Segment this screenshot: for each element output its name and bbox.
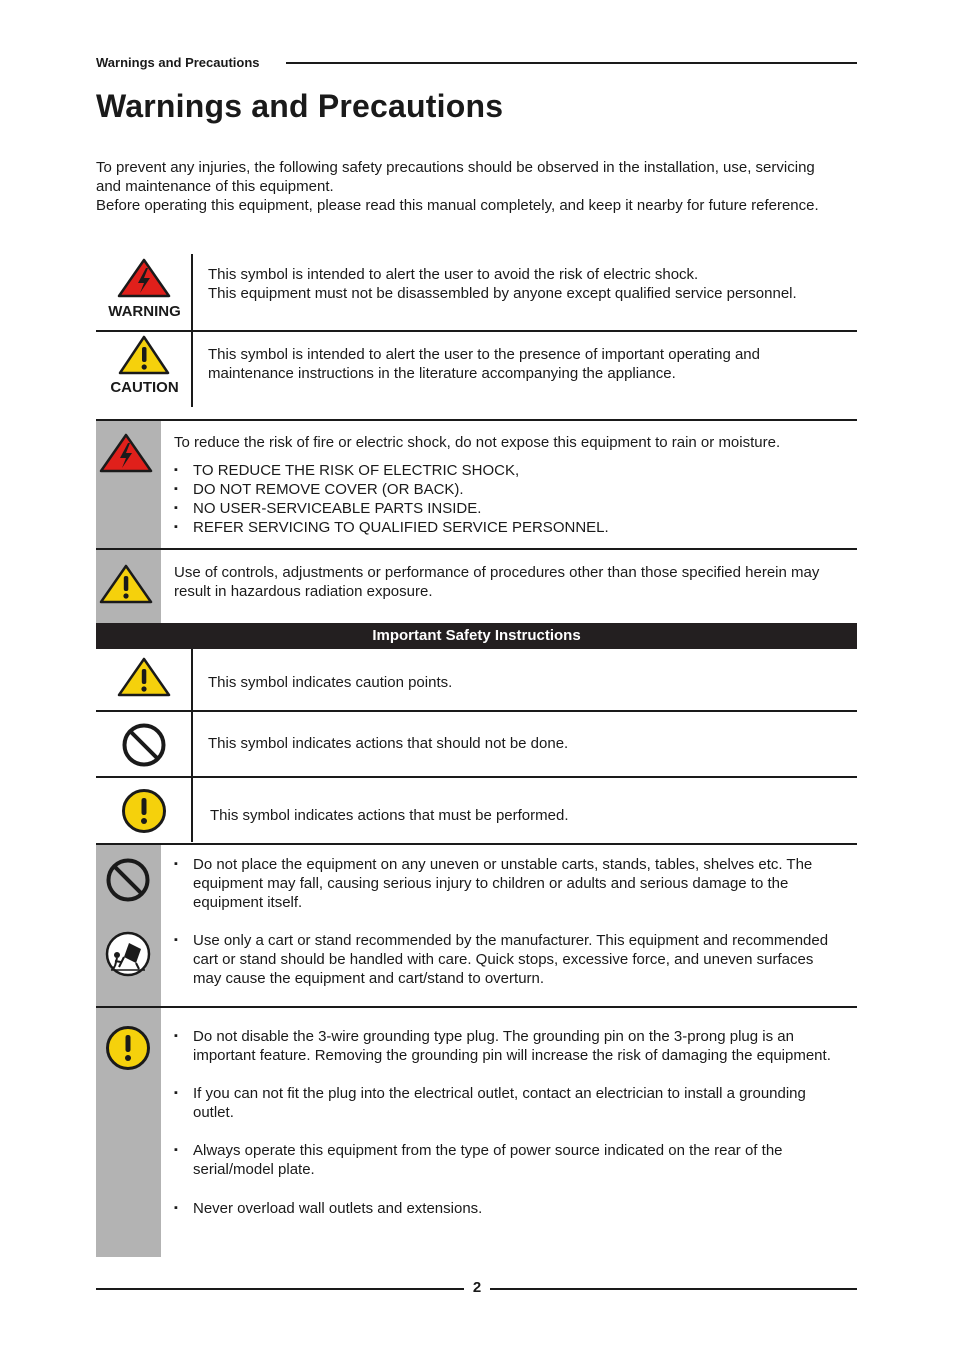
caution-label: CAUTION xyxy=(110,379,179,396)
header-rule xyxy=(286,62,857,64)
list-item: ▪ Never overload wall outlets and extensions. xyxy=(174,1199,846,1218)
warning-line-2: This equipment must not be disassembled by anyone except qualified service personnel. xyxy=(208,285,797,302)
footer-rule-right xyxy=(490,1288,857,1290)
legend-divider xyxy=(191,712,193,776)
list-item: ▪ DO NOT REMOVE COVER (OR BACK). xyxy=(174,480,844,499)
section-heading: Important Safety Instructions xyxy=(96,623,857,649)
page-title: Warnings and Precautions xyxy=(96,88,504,124)
caution-description: This symbol is intended to alert the user to the presence of important operating and maintenance instructions in the literature accompanying the appliance. xyxy=(208,346,760,382)
caution-exclamation-icon xyxy=(117,657,171,697)
legend-divider xyxy=(191,649,193,710)
legend-caution-text: This symbol indicates caution points. xyxy=(208,674,453,691)
mandatory-action-icon xyxy=(121,788,167,834)
list-item: ▪ If you can not fit the plug into the electrical outlet, contact an electrician to install a grounding outlet. xyxy=(174,1084,846,1122)
divider xyxy=(96,1006,857,1008)
intro-paragraph-2: Before operating this equipment, please read this manual completely, and keep it nearby for future reference. xyxy=(96,197,819,214)
prohibition-icon xyxy=(105,857,151,903)
warning-line-1: This symbol is intended to alert the user to avoid the risk of electric shock. xyxy=(208,266,699,283)
list-item: ▪ REFER SERVICING TO QUALIFIED SERVICE PERSONNEL. xyxy=(174,518,844,537)
list-item: ▪ NO USER-SERVICEABLE PARTS INSIDE. xyxy=(174,499,844,518)
prohibit-list xyxy=(174,855,844,988)
running-header: Warnings and Precautions xyxy=(96,55,260,70)
shock-notice xyxy=(174,433,844,537)
divider xyxy=(96,548,857,550)
footer-rule-left xyxy=(96,1288,464,1290)
mandatory-list xyxy=(174,1027,846,1218)
prohibit-section xyxy=(174,855,844,988)
list-item: ▪ Use only a cart or stand recommended by the manufacturer. This equipment and recommended cart or stand should be handled with care. Quick stops, excessive force, and uneven surfaces may cause the equipment and cart/stand to overturn. xyxy=(174,931,844,988)
divider xyxy=(96,843,857,845)
electric-shock-warning-icon xyxy=(117,258,171,298)
mandatory-section xyxy=(174,1027,846,1218)
legend-mandatory-text: This symbol indicates actions that must be performed. xyxy=(210,807,569,824)
intro-paragraph-1: To prevent any injuries, the following safety precautions should be observed in the installation, use, servicing and maintenance of this equipment. xyxy=(96,159,815,195)
page-number: 2 xyxy=(472,1279,482,1296)
divider xyxy=(96,419,857,421)
list-item: ▪ Always operate this equipment from the type of power source indicated on the rear of the serial/model plate. xyxy=(174,1141,846,1179)
warning-label: WARNING xyxy=(108,303,181,320)
caution-exclamation-icon xyxy=(118,335,170,375)
legend-prohibition-text: This symbol indicates actions that should not be done. xyxy=(208,735,569,752)
list-item: ▪ Do not place the equipment on any uneven or unstable carts, stands, tables, shelves etc. The equipment may fall, causing serious injury to children or adults and serious damage to the equipment itself. xyxy=(174,855,844,912)
divider xyxy=(96,330,857,332)
shock-notice-list xyxy=(174,461,844,537)
prohibition-icon xyxy=(121,722,167,768)
shock-notice-intro: To reduce the risk of fire or electric shock, do not expose this equipment to rain or moisture. xyxy=(174,434,781,451)
list-item: ▪ Do not disable the 3-wire grounding type plug. The grounding pin on the 3-prong plug is an important feature. Removing the grounding pin will increase the risk of damaging the equipment. xyxy=(174,1027,846,1065)
warning-description xyxy=(208,265,848,303)
divider xyxy=(96,776,857,778)
legend-divider xyxy=(191,778,193,842)
cart-tipover-icon xyxy=(105,931,151,977)
electric-shock-warning-icon xyxy=(99,433,153,473)
mandatory-action-icon xyxy=(105,1025,151,1071)
divider xyxy=(96,710,857,712)
radiation-notice: Use of controls, adjustments or performance of procedures other than those specified herein may result in hazardous radiation exposure. xyxy=(174,564,820,600)
list-item: ▪ TO REDUCE THE RISK OF ELECTRIC SHOCK, xyxy=(174,461,844,480)
caution-exclamation-icon xyxy=(99,564,153,604)
intro-text xyxy=(96,158,826,215)
